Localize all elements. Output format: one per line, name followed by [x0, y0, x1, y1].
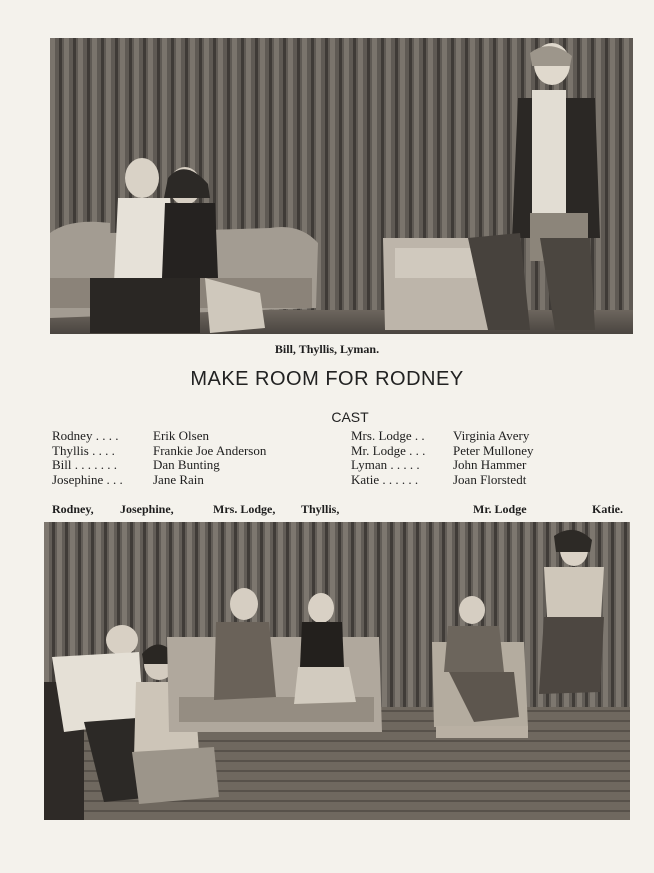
cast-role: Mrs. Lodge . .	[351, 428, 425, 443]
top-photo-caption: Bill, Thyllis, Lyman.	[274, 342, 380, 356]
bottom-caption-name: Mrs. Lodge,	[213, 502, 276, 516]
cast-actor: Joan Florstedt	[453, 471, 527, 487]
bottom-stage-photo	[44, 522, 630, 820]
cast-role: Mr. Lodge . . .	[351, 442, 426, 458]
cast-role: Bill . . . . . . .	[52, 457, 118, 472]
cast-row	[52, 458, 266, 473]
cast-role: Rodney . . . .	[52, 428, 119, 443]
cast-role: Josephine . . .	[52, 471, 123, 487]
cast-row	[52, 429, 266, 444]
stage-scene-image	[50, 38, 633, 334]
cast-row	[351, 444, 534, 459]
cast-actor: Peter Mulloney	[453, 442, 534, 458]
play-title: MAKE ROOM FOR RODNEY	[190, 368, 464, 390]
cast-role: Katie . . . . . .	[351, 471, 419, 487]
bottom-caption-name: Thyllis,	[301, 502, 340, 516]
bottom-caption-name: Katie.	[592, 502, 623, 516]
cast-list-left	[52, 429, 266, 487]
cast-row	[351, 458, 534, 473]
cast-row	[52, 444, 266, 459]
cast-role: Lyman . . . . .	[351, 457, 420, 472]
cast-list-right	[351, 429, 534, 487]
cast-role: Thyllis . . . .	[52, 442, 115, 458]
bottom-caption-name: Mr. Lodge	[473, 502, 527, 516]
cast-row	[52, 473, 266, 488]
top-stage-photo	[50, 38, 633, 334]
stage-scene-image	[44, 522, 630, 820]
bottom-caption-name: Josephine,	[120, 502, 174, 516]
cast-actor: Erik Olsen	[153, 428, 209, 443]
cast-actor: Jane Rain	[153, 471, 204, 487]
cast-actor: Dan Bunting	[153, 457, 220, 472]
cast-actor: Virginia Avery	[453, 428, 530, 443]
cast-row	[351, 473, 534, 488]
cast-actor: John Hammer	[453, 457, 527, 472]
bottom-caption-name: Rodney,	[52, 502, 94, 516]
cast-actor: Frankie Joe Anderson	[153, 442, 267, 458]
cast-heading: CAST	[331, 409, 369, 425]
cast-row	[351, 429, 534, 444]
